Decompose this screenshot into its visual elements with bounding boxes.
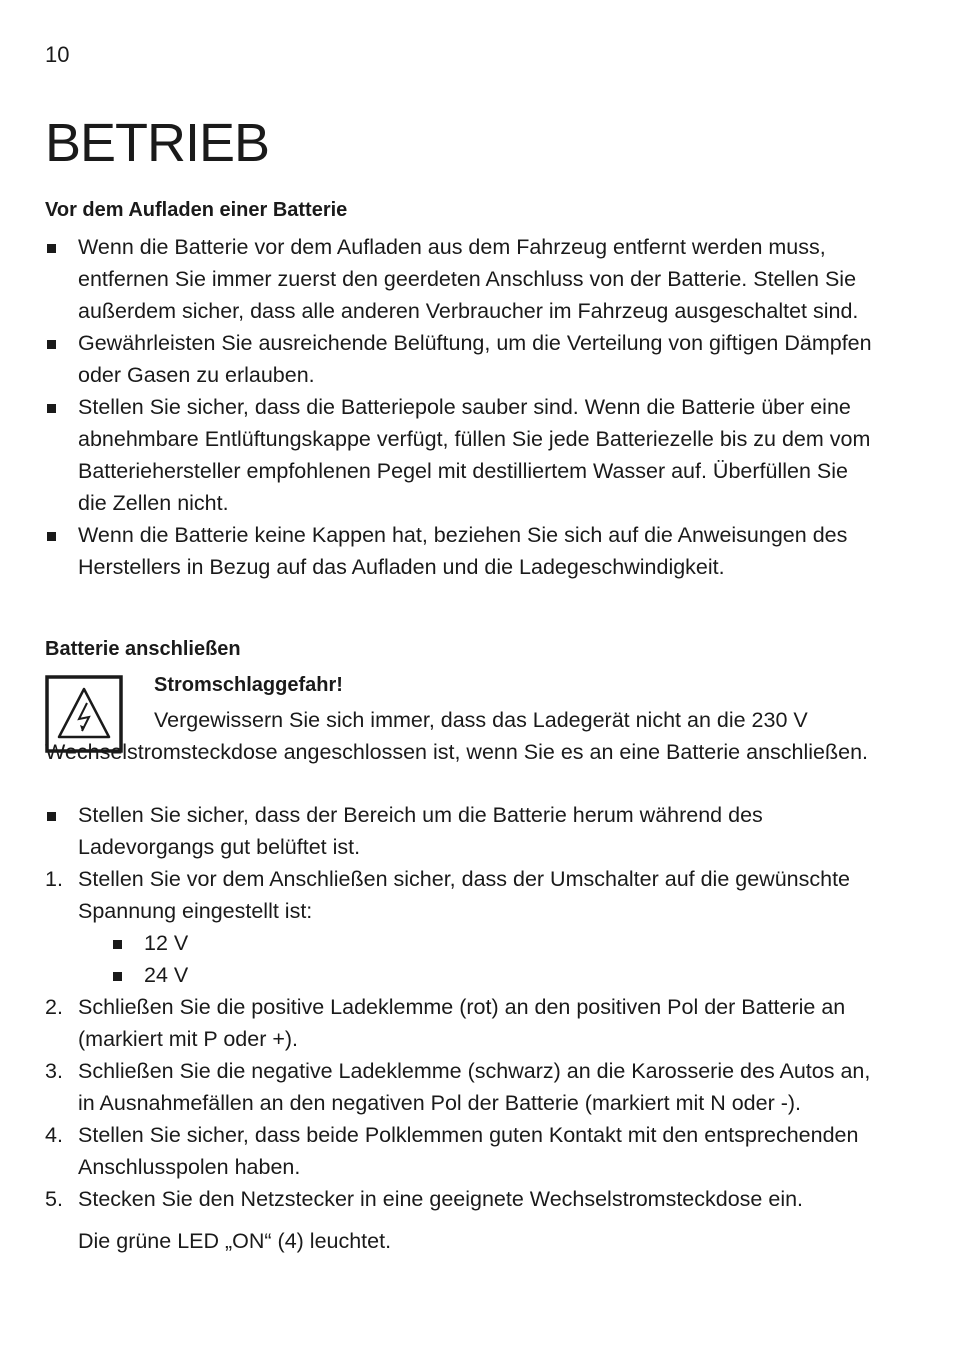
sub-item: 24 V	[111, 959, 875, 991]
charging-bullet-list	[45, 231, 875, 583]
list-item: Gewährleisten Sie ausreichende Belüftung, um die Verteilung von giftigen Dämpfen oder Gasen zu erlauben.	[45, 327, 875, 391]
warning-title: Stromschlaggefahr!	[154, 674, 343, 696]
step-item: 4. Stellen Sie sicher, dass beide Polklemmen guten Kontakt mit den entsprechenden Anschlusspolen haben.	[45, 1123, 859, 1179]
step-item: 1. Stellen Sie vor dem Anschließen sicher, dass der Umschalter auf die gewünschte Spannung eingestellt ist: 12 V 24 V	[45, 863, 875, 991]
section-heading-charging: Vor dem Aufladen einer Batterie	[45, 199, 348, 221]
step-item: 3. Schließen Sie die negative Ladeklemme (schwarz) an die Karosserie des Autos an, in Ausnahmefällen an den negativen Pol der Batterie (markiert mit N oder -).	[45, 1059, 871, 1115]
page-number: 10	[45, 42, 70, 67]
led-note: Die grüne LED „ON“ (4) leuchtet.	[78, 1229, 392, 1253]
step-item: 2. Schließen Sie die positive Ladeklemme (rot) an den positiven Pol der Batterie an (markiert mit P oder +).	[45, 995, 846, 1051]
connect-steps	[45, 799, 875, 1215]
sub-item: 12 V	[111, 927, 875, 959]
page-title: BETRIEB	[45, 113, 270, 173]
list-item: Wenn die Batterie keine Kappen hat, beziehen Sie sich auf die Anweisungen des Herstellers in Bezug auf das Aufladen und die Ladegeschwindigkeit.	[45, 519, 875, 583]
section-heading-connect: Batterie anschließen	[45, 638, 241, 660]
list-item: Stellen Sie sicher, dass der Bereich um die Batterie herum während des Ladevorgangs gut belüftet ist.	[45, 799, 875, 863]
step-item: 5. Stecken Sie den Netzstecker in eine geeignete Wechselstromsteckdose ein.	[45, 1187, 804, 1211]
warning-text: Vergewissern Sie sich immer, dass das Ladegerät nicht an die 230 V Wechselstromsteckdose angeschlossen ist, wenn Sie es an eine Batterie anschließen.	[45, 708, 869, 764]
list-item: Stellen Sie sicher, dass die Batteriepole sauber sind. Wenn die Batterie über eine abnehmbare Entlüftungskappe verfügt, füllen Sie jede Batteriezelle bis zu dem vom Batteriehersteller empfohlenen Pegel mit destilliertem Wasser auf. Überfüllen Sie die Zellen nicht.	[45, 391, 875, 519]
list-item: Wenn die Batterie vor dem Aufladen aus dem Fahrzeug entfernt werden muss, entfernen Sie immer zuerst den geerdeten Anschluss von der Batterie. Stellen Sie außerdem sicher, dass alle anderen Verbraucher im Fahrzeug ausgeschaltet sind.	[45, 231, 875, 327]
